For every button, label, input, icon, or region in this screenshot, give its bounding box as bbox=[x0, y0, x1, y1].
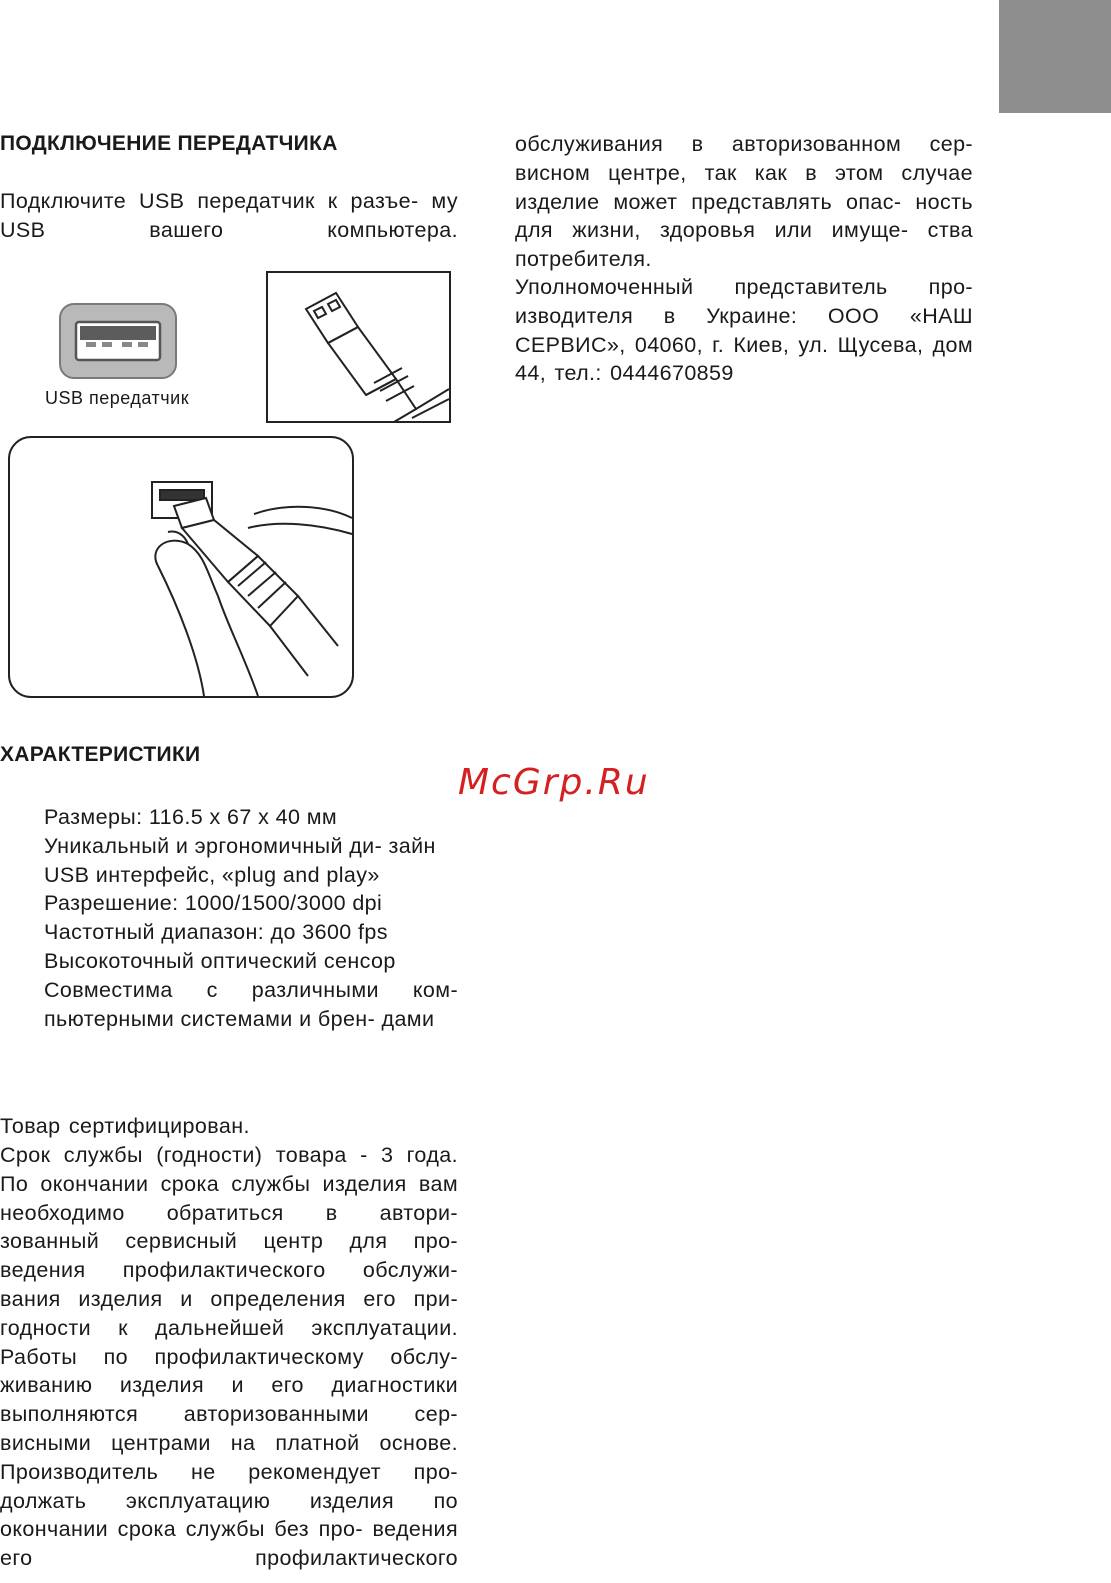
usb-caption: USB передатчик bbox=[45, 388, 190, 408]
list-item: USB интерфейс, «plug and play» bbox=[44, 862, 380, 887]
certified-text: Товар сертифицирован. bbox=[0, 1114, 250, 1138]
list-item: Размеры: 116.5 x 67 x 40 мм bbox=[44, 805, 338, 829]
usb-port-icon bbox=[58, 302, 178, 382]
representative-text: Уполномоченный представитель про- изводителя в Украине: ООО «НАШ СЕРВИС», 04060, г. Киев, ул. Щусева, дом 44, тел.: 0444670859 bbox=[515, 275, 973, 386]
list-item: Частотный диапазон: до 3600 fps bbox=[44, 920, 388, 945]
list-item: Совместима с различными ком- пьютерными системами и брен- дами bbox=[44, 977, 458, 1031]
list-item: Высокоточный оптический сенсор bbox=[44, 948, 396, 973]
usb-insert-illustration bbox=[8, 436, 354, 698]
list-item: Уникальный и эргономичный ди- зайн bbox=[44, 833, 436, 858]
specs-heading: ХАРАКТЕРИСТИКИ bbox=[0, 743, 201, 766]
page-tab-marker bbox=[999, 0, 1111, 113]
service-life-text: Срок службы (годности) товара - 3 года. По окончании срока службы изделия вам необходимо обратиться в автори- зованный сервисный центр для про- ведения профилактического обслужи- вания изделия и определения его при- годности к дальнейшей эксплуатации. Работы по профилактическому обслу- живанию изделия и его диагностики выполняются авторизованными сер- висными центрами на платной основе. Производитель не рекомендует про- должать эксплуатацию изделия по окончании срока службы без про- ведения его профилактического bbox=[0, 1143, 458, 1571]
connect-paragraph bbox=[0, 187, 458, 245]
connect-text: Подключите USB передатчик к разъе- му USB вашего компьютера. bbox=[0, 189, 458, 242]
watermark: McGrp.Ru bbox=[458, 762, 650, 803]
service-continuation-text: обслуживания в авторизованном сер- висном центре, так как в этом случае изделие может представлять опас- ность для жизни, здоровья или имуще- ства потребителя. bbox=[515, 132, 973, 272]
list-item: Разрешение: 1000/1500/3000 dpi bbox=[44, 891, 383, 916]
specs-list bbox=[44, 803, 458, 1033]
connect-heading: ПОДКЛЮЧЕНИЕ ПЕРЕДАТЧИКА bbox=[0, 132, 338, 155]
usb-plug-icon bbox=[266, 271, 451, 423]
